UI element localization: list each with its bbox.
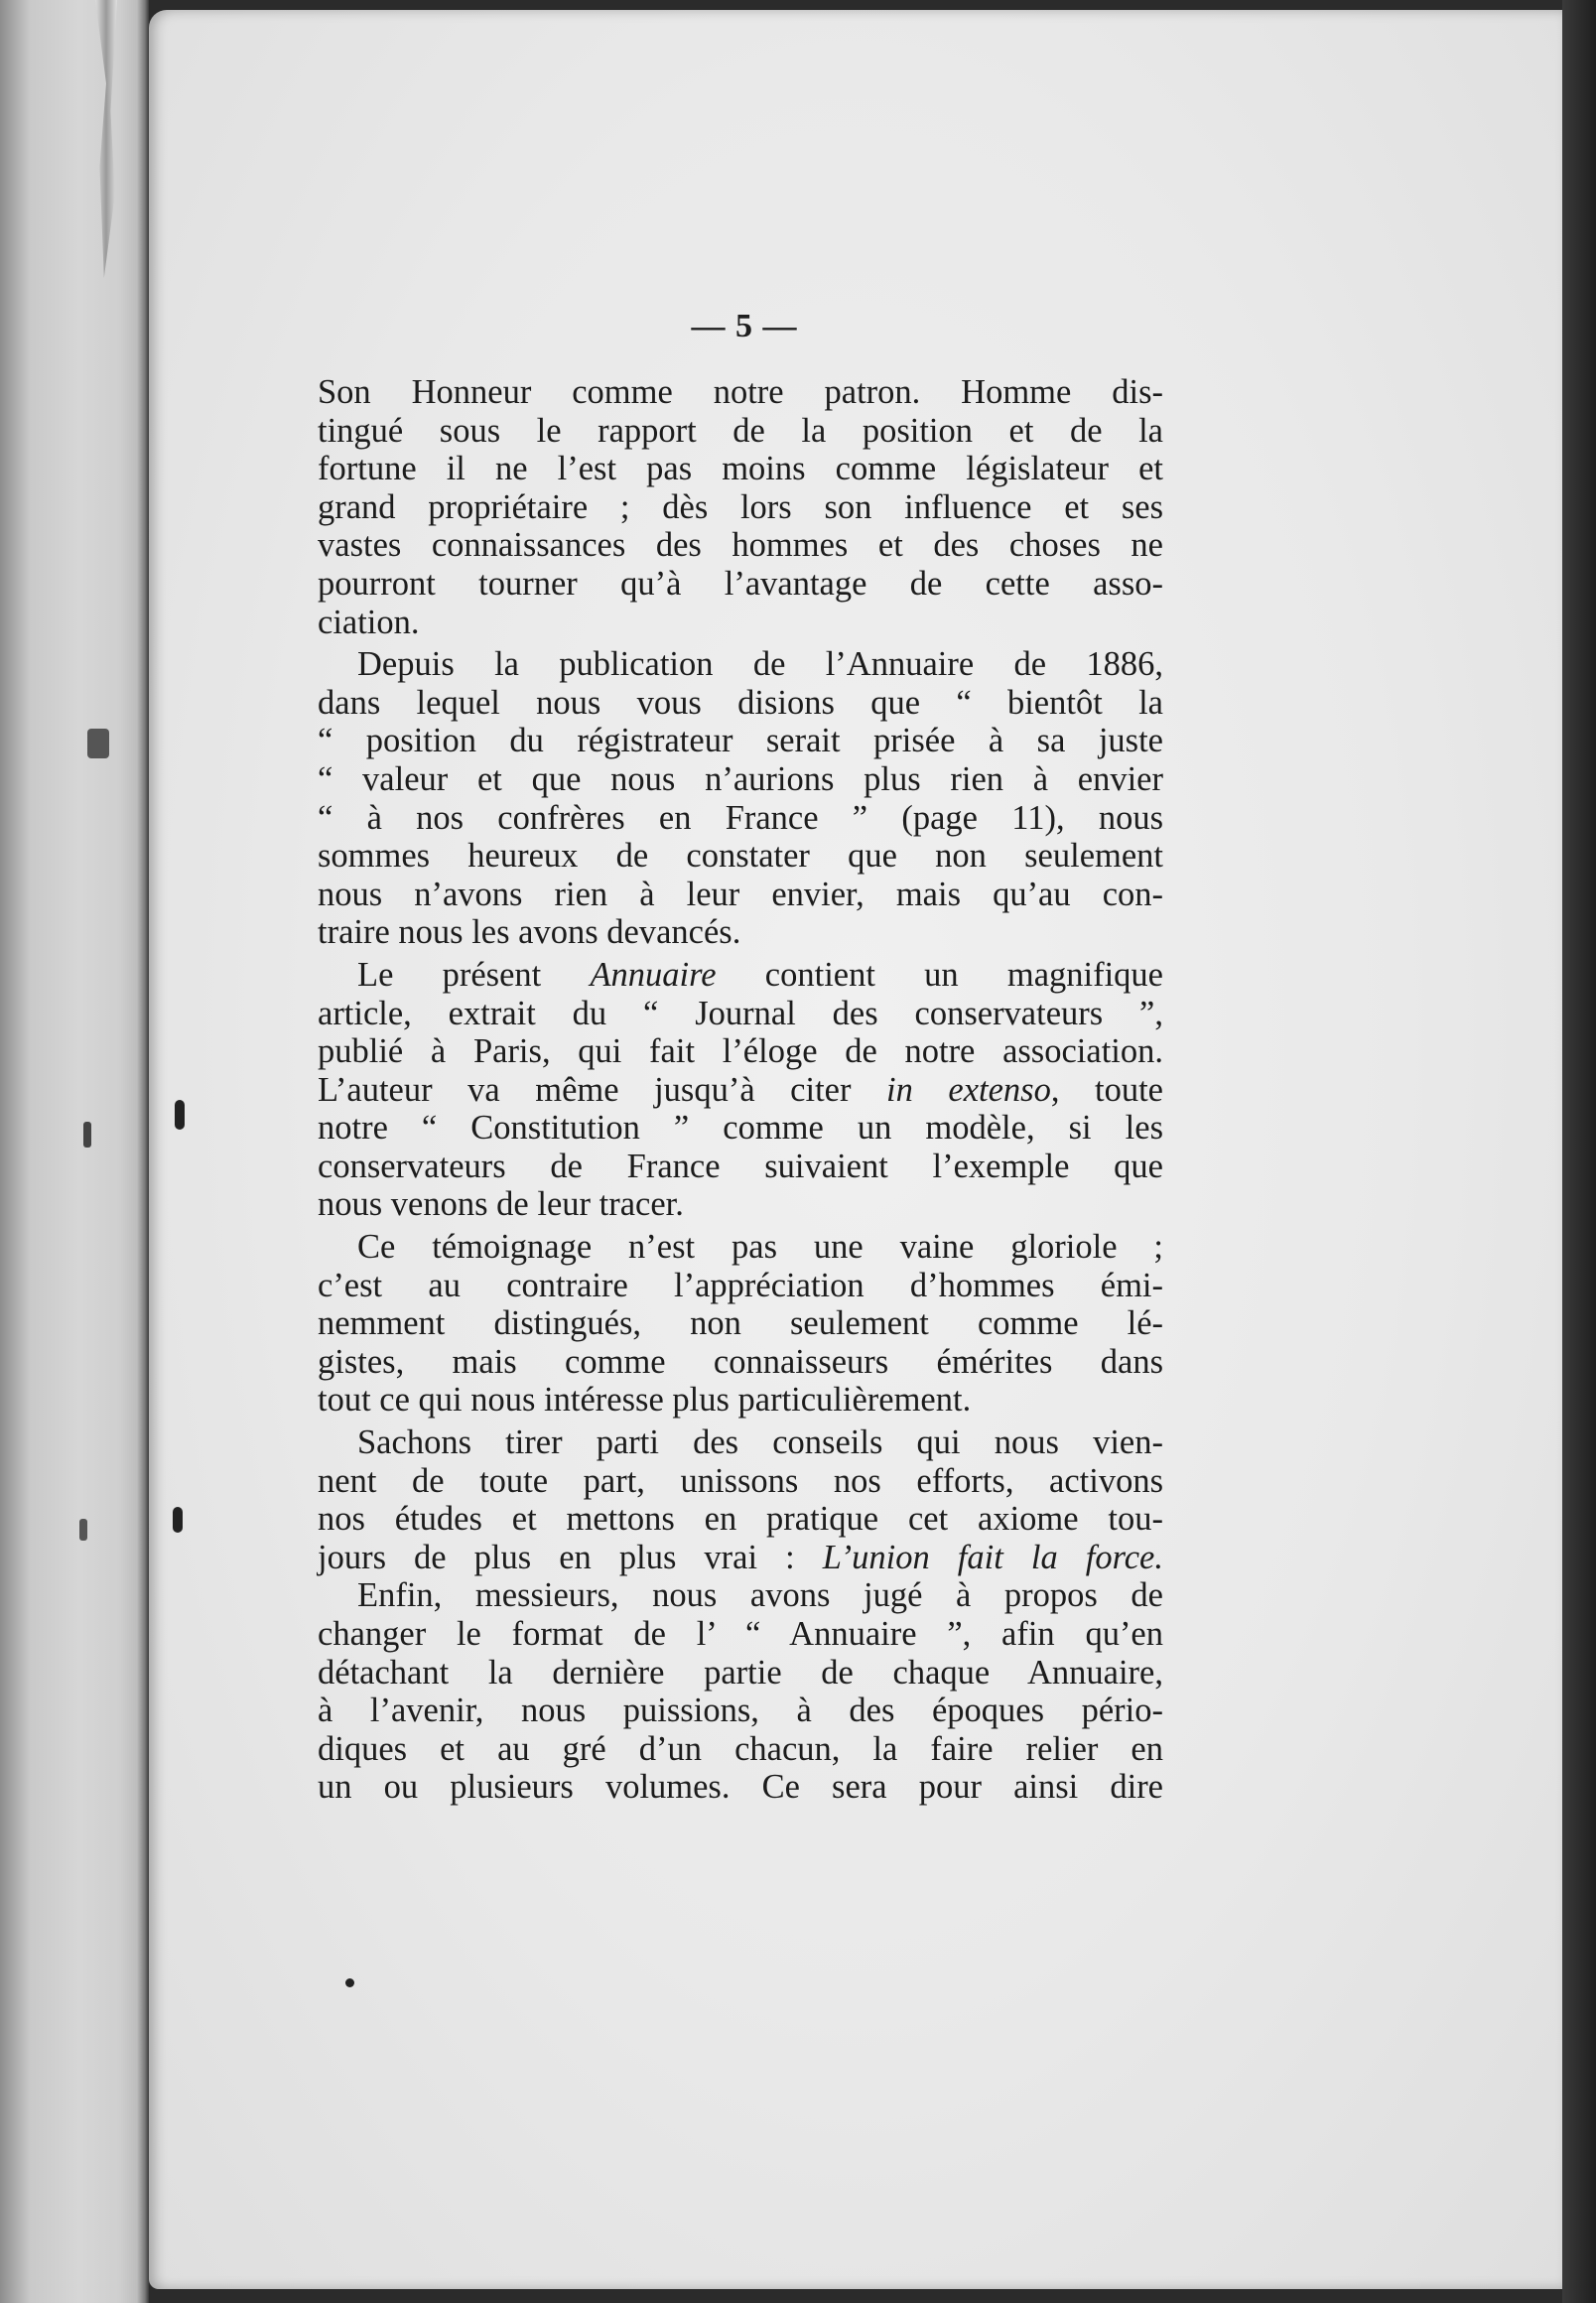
text-line: vastes connaissances des hommes et des choses ne bbox=[318, 526, 1163, 565]
paragraph bbox=[318, 1228, 1163, 1420]
text-line: sommes heureux de constater que non seulement bbox=[318, 837, 1163, 876]
text-line: Depuis la publication de l’Annuaire de 1886, bbox=[357, 645, 1163, 684]
text-line: diques et au gré d’un chacun, la faire relier en bbox=[318, 1729, 1163, 1768]
text-line: nemment distingués, non seulement comme lé- bbox=[318, 1304, 1163, 1343]
text-line: article, extrait du “ Journal des conservateurs ”, bbox=[318, 994, 1163, 1032]
text-line: nent de toute part, unissons nos efforts, activons bbox=[318, 1461, 1163, 1500]
text-line: un ou plusieurs volumes. Ce sera pour ainsi dire bbox=[318, 1768, 1163, 1807]
text-line: Ce témoignage n’est pas une vaine gloriole ; bbox=[357, 1228, 1163, 1267]
text-line: pourront tourner qu’à l’avantage de cette asso- bbox=[318, 564, 1163, 603]
text-line: ciation. bbox=[318, 603, 420, 641]
text-line: gistes, mais comme connaisseurs émérites dans bbox=[318, 1342, 1163, 1381]
text-line: fortune il ne l’est pas moins comme législateur et bbox=[318, 450, 1163, 488]
text-line: détachant la dernière partie de chaque Annuaire, bbox=[318, 1653, 1163, 1692]
text-line: jours de plus en plus vrai : L’union fait la force. bbox=[318, 1538, 1163, 1576]
text-line: changer le format de l’ “ Annuaire ”, afin qu’en bbox=[318, 1615, 1163, 1653]
text-line: “ valeur et que nous n’aurions plus rien à envier bbox=[318, 759, 1163, 798]
text-line: grand propriétaire ; dès lors son influence et ses bbox=[318, 487, 1163, 526]
text-line: Son Honneur comme notre patron. Homme dis- bbox=[318, 373, 1163, 411]
paragraph bbox=[318, 956, 1163, 1224]
italic-motto: L’union fait la force. bbox=[822, 1538, 1163, 1576]
ink-speck bbox=[175, 1100, 185, 1130]
text-line: dans lequel nous vous disions que “ bientôt la bbox=[318, 683, 1163, 722]
text-line: conservateurs de France suivaient l’exemple que bbox=[318, 1147, 1163, 1185]
paragraph bbox=[318, 1576, 1163, 1807]
text-line: traire nous les avons devancés. bbox=[318, 913, 741, 952]
book-spine bbox=[0, 0, 149, 2303]
ink-speck bbox=[87, 729, 109, 758]
text-line: notre “ Constitution ” comme un modèle, si les bbox=[318, 1109, 1163, 1148]
italic-in-extenso: in extenso bbox=[886, 1070, 1051, 1109]
text-line: “ à nos confrères en France ” (page 11), nous bbox=[318, 798, 1163, 837]
body-text bbox=[318, 373, 1163, 1807]
text-line: Sachons tirer parti des conseils qui nous vien- bbox=[357, 1423, 1163, 1462]
paragraph bbox=[318, 645, 1163, 952]
text-line: à l’avenir, nous puissions, à des époques pério- bbox=[318, 1692, 1163, 1730]
text-line: nous n’avons rien à leur envier, mais qu’au con- bbox=[318, 875, 1163, 913]
page-right-edge bbox=[1562, 0, 1596, 2303]
text-line: Le présent Annuaire contient un magnifique bbox=[357, 955, 1163, 994]
text-line: “ position du régistrateur serait prisée à sa juste bbox=[318, 722, 1163, 760]
text-line: tingué sous le rapport de la position et de la bbox=[318, 411, 1163, 450]
text-line: Enfin, messieurs, nous avons jugé à propos de bbox=[357, 1576, 1163, 1615]
italic-annuaire: Annuaire bbox=[590, 955, 717, 994]
text-line: nos études et mettons en pratique cet axiome tou- bbox=[318, 1500, 1163, 1539]
text-line: L’auteur va même jusqu’à citer in extenso, toute bbox=[318, 1070, 1163, 1109]
text-line: publié à Paris, qui fait l’éloge de notre association. bbox=[318, 1032, 1163, 1071]
ink-speck bbox=[173, 1507, 183, 1533]
paragraph bbox=[318, 1423, 1163, 1576]
text-line: nous venons de leur tracer. bbox=[318, 1185, 684, 1224]
ink-speck bbox=[79, 1519, 87, 1541]
paragraph bbox=[318, 373, 1163, 641]
page-number: — 5 — bbox=[691, 308, 798, 344]
text-line: tout ce qui nous intéresse plus particulièrement. bbox=[318, 1381, 972, 1420]
ink-speck bbox=[83, 1122, 91, 1148]
ink-speck bbox=[345, 1978, 354, 1987]
text-line: c’est au contraire l’appréciation d’hommes émi- bbox=[318, 1266, 1163, 1304]
